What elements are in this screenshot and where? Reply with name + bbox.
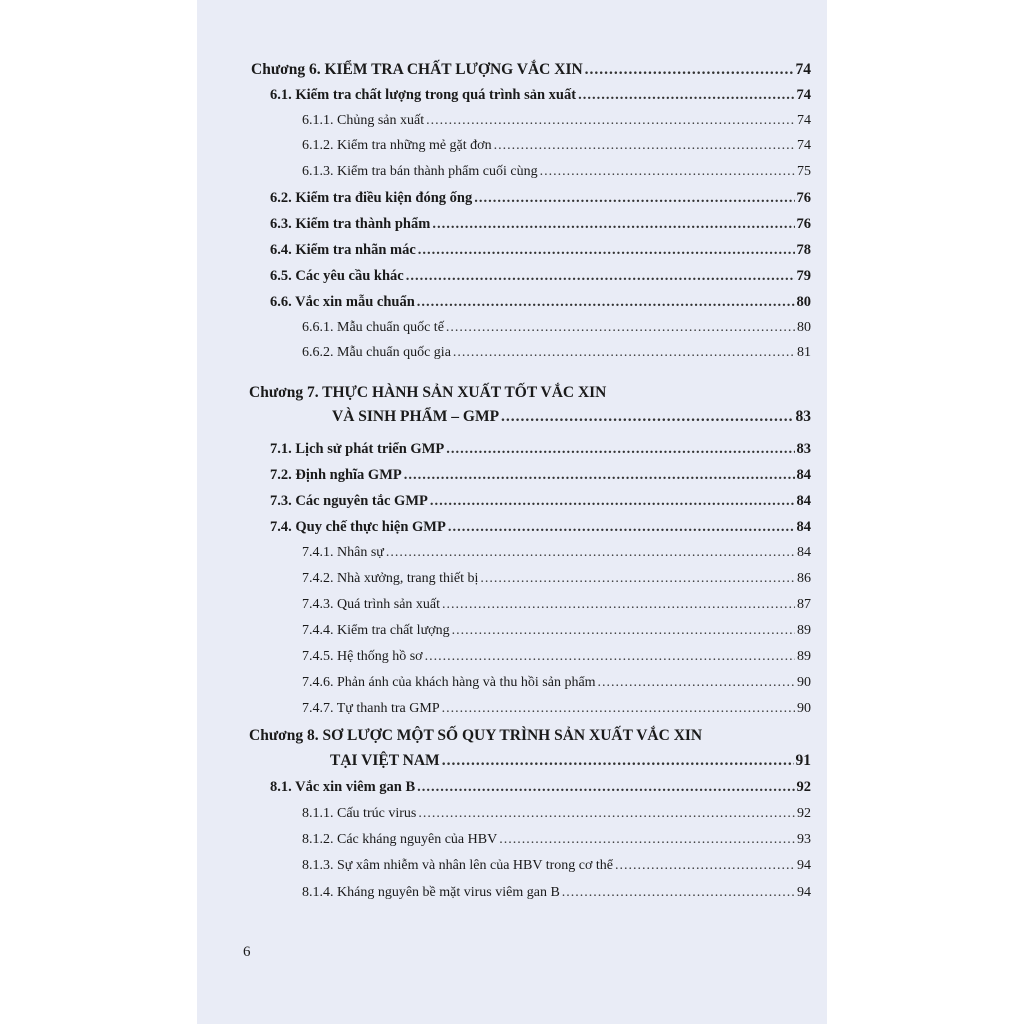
- toc-page-number: 91: [795, 752, 811, 769]
- toc-section-6-6[interactable]: [270, 294, 811, 311]
- toc-page-number: 83: [795, 408, 811, 425]
- toc-label: 7.4.3. Quá trình sản xuất: [302, 597, 441, 612]
- dot-leader: [499, 832, 795, 848]
- toc-chapter-8[interactable]: [330, 752, 811, 770]
- toc-page-number: 80: [796, 294, 811, 310]
- toc-page-number: 79: [796, 268, 811, 284]
- toc-page-number: 84: [796, 493, 811, 509]
- toc-label: 8.1.3. Sự xâm nhiễm và nhân lên của HBV trong cơ thể: [302, 858, 614, 873]
- toc-label: 6.6.1. Mẫu chuẩn quốc tế: [302, 320, 444, 335]
- dot-leader: [404, 467, 795, 484]
- toc-subsection-6-1-3[interactable]: [302, 164, 811, 180]
- toc-subsection-8-1-2[interactable]: [302, 832, 811, 848]
- toc-page-number: 78: [796, 242, 811, 258]
- toc-subsection-6-1-1[interactable]: [302, 113, 811, 129]
- dot-leader: [432, 216, 794, 233]
- toc-page-number: 90: [797, 675, 811, 690]
- toc-label: 6.4. Kiểm tra nhãn mác: [270, 242, 416, 258]
- dot-leader: [417, 294, 795, 311]
- toc-label: 6.2. Kiểm tra điều kiện đóng ống: [270, 190, 473, 206]
- toc-label: 6.1.1. Chủng sản xuất: [302, 113, 425, 128]
- toc-label: 7.2. Định nghĩa GMP: [270, 467, 402, 483]
- dot-leader: [453, 345, 795, 361]
- toc-section-6-1[interactable]: [270, 87, 811, 104]
- toc-subsection-6-6-1[interactable]: [302, 320, 811, 336]
- dot-leader: [448, 519, 795, 536]
- toc-label: 8.1.1. Cấu trúc virus: [302, 806, 417, 821]
- toc-subsection-8-1-4[interactable]: [302, 885, 811, 901]
- dot-leader: [426, 113, 795, 129]
- dot-leader: [386, 545, 795, 561]
- toc-subsection-7-4-2[interactable]: [302, 571, 811, 587]
- toc-label: VÀ SINH PHẨM – GMP: [332, 408, 500, 425]
- toc-section-7-1[interactable]: [270, 441, 811, 458]
- toc-section-7-4[interactable]: [270, 519, 811, 536]
- dot-leader: [474, 190, 794, 207]
- toc-label: 6.5. Các yêu cầu khác: [270, 268, 404, 284]
- toc-subsection-7-4-1[interactable]: [302, 545, 811, 561]
- toc-page-number: 74: [796, 87, 811, 103]
- dot-leader: [540, 164, 795, 180]
- toc-label: 6.1.2. Kiểm tra những mẻ gặt đơn: [302, 138, 492, 153]
- dot-leader: [406, 268, 795, 285]
- toc-section-6-4[interactable]: [270, 242, 811, 259]
- toc-label: Chương 6. KIỂM TRA CHẤT LƯỢNG VẮC XIN: [251, 61, 583, 78]
- table-of-contents: [197, 0, 827, 1024]
- toc-label: 6.6. Vắc xin mẫu chuẩn: [270, 294, 415, 310]
- dot-leader: [430, 493, 795, 510]
- dot-leader: [425, 649, 795, 665]
- toc-page-number: 94: [797, 885, 811, 900]
- toc-page-number: 84: [796, 519, 811, 535]
- toc-subsection-6-6-2[interactable]: [302, 345, 811, 361]
- toc-subsection-8-1-1[interactable]: [302, 806, 811, 822]
- toc-page-number: 89: [797, 649, 811, 664]
- toc-page-number: 80: [797, 320, 811, 335]
- toc-section-8-1[interactable]: [270, 779, 811, 796]
- dot-leader: [442, 701, 795, 717]
- toc-section-7-3[interactable]: [270, 493, 811, 510]
- toc-label: 7.4. Quy chế thực hiện GMP: [270, 519, 446, 535]
- dot-leader: [442, 597, 795, 613]
- dot-leader: [615, 858, 795, 874]
- toc-subsection-8-1-3[interactable]: [302, 858, 811, 874]
- dot-leader: [452, 623, 795, 639]
- toc-page-number: 81: [797, 345, 811, 360]
- toc-page-number: 76: [796, 216, 811, 232]
- dot-leader: [585, 61, 794, 79]
- toc-page-number: 84: [796, 467, 811, 483]
- toc-subsection-6-1-2[interactable]: [302, 138, 811, 154]
- toc-page-number: 75: [797, 164, 811, 179]
- toc-label: 7.4.6. Phản ánh của khách hàng và thu hồi sản phẩm: [302, 675, 596, 690]
- toc-page-number: 87: [797, 597, 811, 612]
- toc-page-number: 94: [797, 858, 811, 873]
- toc-page-number: 93: [797, 832, 811, 847]
- toc-section-7-2[interactable]: [270, 467, 811, 484]
- toc-label: 7.3. Các nguyên tắc GMP: [270, 493, 428, 509]
- dot-leader: [501, 408, 793, 426]
- toc-chapter-8-title: Chương 8. SƠ LƯỢC MỘT SỐ QUY TRÌNH SẢN XUẤT VẮC XIN: [249, 727, 703, 744]
- toc-page-number: 76: [796, 190, 811, 206]
- toc-label: 6.3. Kiểm tra thành phẩm: [270, 216, 431, 232]
- toc-chapter-7[interactable]: [332, 408, 811, 426]
- toc-label: 8.1.4. Kháng nguyên bề mặt virus viêm gan B: [302, 885, 560, 900]
- toc-label: 6.1. Kiểm tra chất lượng trong quá trình sản xuất: [270, 87, 577, 103]
- dot-leader: [446, 441, 794, 458]
- dot-leader: [494, 138, 795, 154]
- toc-page-number: 92: [796, 779, 811, 795]
- dot-leader: [480, 571, 795, 587]
- toc-subsection-7-4-6[interactable]: [302, 675, 811, 691]
- toc-label: TẠI VIỆT NAM: [330, 752, 440, 769]
- toc-label: 7.4.2. Nhà xưởng, trang thiết bị: [302, 571, 479, 586]
- toc-chapter-6[interactable]: [251, 61, 811, 79]
- toc-subsection-7-4-3[interactable]: [302, 597, 811, 613]
- toc-label: 7.1. Lịch sử phát triển GMP: [270, 441, 445, 457]
- dot-leader: [418, 242, 795, 259]
- dot-leader: [418, 806, 795, 822]
- toc-page-number: 84: [797, 545, 811, 560]
- toc-section-6-2[interactable]: [270, 190, 811, 207]
- toc-chapter-7-title: Chương 7. THỰC HÀNH SẢN XUẤT TỐT VẮC XIN: [249, 384, 607, 401]
- dot-leader: [598, 675, 795, 691]
- toc-section-6-3[interactable]: [270, 216, 811, 233]
- toc-page-number: 89: [797, 623, 811, 638]
- toc-label: 8.1. Vắc xin viêm gan B: [270, 779, 416, 795]
- toc-section-6-5[interactable]: [270, 268, 811, 285]
- dot-leader: [446, 320, 795, 336]
- toc-label: 7.4.5. Hệ thống hồ sơ: [302, 649, 423, 664]
- toc-page-number: 74: [797, 113, 811, 128]
- book-page: [197, 0, 827, 1024]
- toc-label: 6.1.3. Kiểm tra bán thành phẩm cuối cùng: [302, 164, 538, 179]
- toc-page-number: 74: [797, 138, 811, 153]
- dot-leader: [417, 779, 794, 796]
- dot-leader: [578, 87, 794, 104]
- toc-label: 7.4.7. Tự thanh tra GMP: [302, 701, 440, 716]
- toc-page-number: 92: [797, 806, 811, 821]
- toc-label: 7.4.1. Nhân sự: [302, 545, 384, 560]
- toc-subsection-7-4-5[interactable]: [302, 649, 811, 665]
- toc-page-number: 86: [797, 571, 811, 586]
- toc-page-number: 83: [796, 441, 811, 457]
- toc-subsection-7-4-7[interactable]: [302, 701, 811, 717]
- toc-label: 7.4.4. Kiểm tra chất lượng: [302, 623, 450, 638]
- toc-page-number: 74: [795, 61, 811, 78]
- toc-label: 6.6.2. Mẫu chuẩn quốc gia: [302, 345, 451, 360]
- toc-page-number: 90: [797, 701, 811, 716]
- dot-leader: [562, 885, 795, 901]
- page-number: 6: [243, 944, 251, 960]
- dot-leader: [442, 752, 794, 770]
- toc-subsection-7-4-4[interactable]: [302, 623, 811, 639]
- toc-label: 8.1.2. Các kháng nguyên của HBV: [302, 832, 498, 847]
